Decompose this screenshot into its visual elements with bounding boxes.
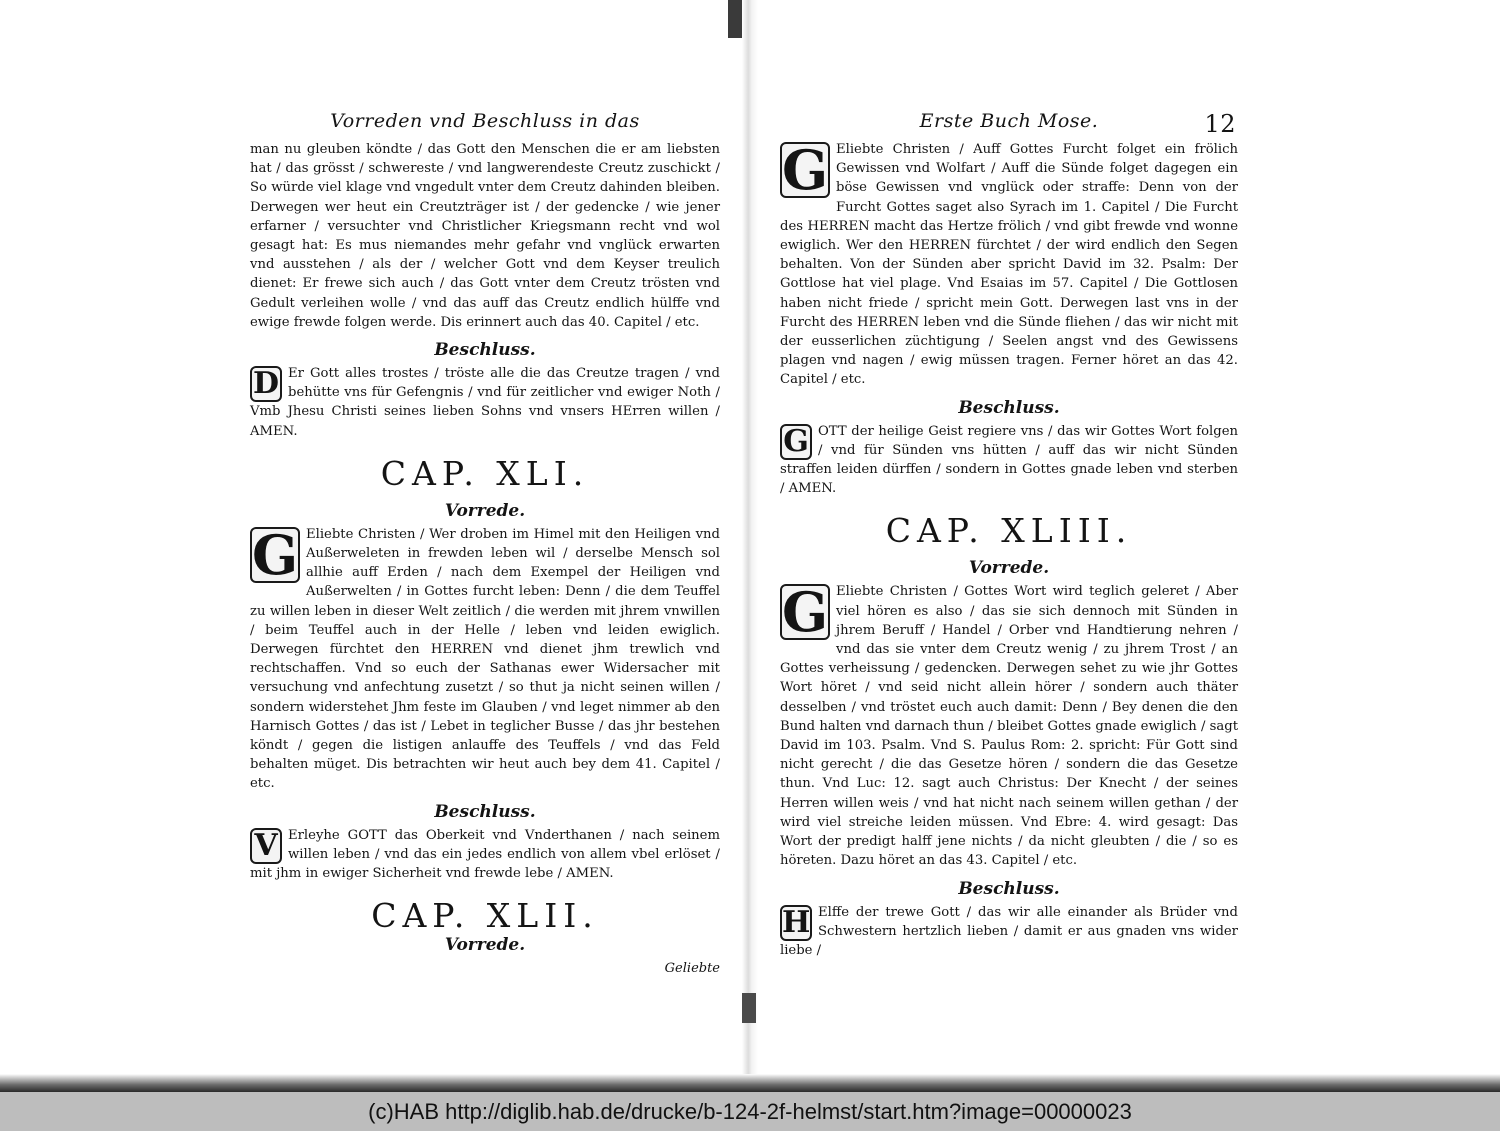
vorrede-paragraph-42 bbox=[780, 140, 1238, 390]
beschluss-text-43: Elffe der trewe Gott / das wir alle einander als Brüder vnd Schwestern hertzlich lieben / damit er aus gnaden vns wider liebe / bbox=[780, 904, 1238, 958]
catchword: Geliebte bbox=[664, 961, 720, 977]
vorrede-title-43: Vorrede. bbox=[968, 558, 1050, 579]
decorated-initial: G bbox=[252, 522, 299, 587]
decorated-initial: D bbox=[250, 366, 282, 402]
beschluss-paragraph-43 bbox=[780, 903, 1238, 961]
beschluss-paragraph-42 bbox=[780, 422, 1238, 499]
beschluss-text-41: Erleyhe GOTT das Oberkeit vnd Vnderthanen / nach seinem willen leben / vnd das ein jedes endlich von allem vbel erlöset / mit jhm in ewiger Sicherheit vnd frewde lebe / AMEN. bbox=[250, 827, 720, 882]
binding-clip-bottom bbox=[742, 993, 756, 1023]
running-head-right bbox=[780, 110, 1238, 138]
beschluss-title-42: Beschluss. bbox=[958, 397, 1060, 418]
chapter-heading-43: CAP. XLIII. bbox=[885, 511, 1133, 551]
continuation-text: man nu gleuben köndte / das Gott den Menschen die er am liebsten hat / das grösst / schwereste / vnd langwerendeste Creutz zuschickt / So würde viel klage vnd vngedult vnter dem Creutz dahinden bleiben. Derwegen wer heut ein Creutzträger ist / der gedencke / wie jener erfarner / versuchter vnd Christlicher Kriegsmann recht vnd wol gesagt hat: Es mus niemandes mehr gefahr vnd vnglück erwarten vnd ausstehen / als der / welcher Gott vnd dem Keyser treulich dienet: Er frewe sich auch / das Gott vnter dem Creutz trösten vnd Gedult verleihen wolle / vnd das auff das Creutz endlich hülffe vnd ewige frewde folgen werde. Dis erinnert auch das 40. Capitel / etc. bbox=[250, 142, 720, 330]
vorrede-paragraph-43 bbox=[780, 582, 1238, 870]
chapter-heading-41: CAP. XLI. bbox=[380, 453, 590, 493]
left-page bbox=[250, 110, 720, 976]
page-number: 12 bbox=[1204, 110, 1236, 138]
beschluss-paragraph bbox=[250, 364, 720, 441]
decorated-initial: G bbox=[782, 580, 829, 645]
book-gutter bbox=[742, 0, 758, 1080]
beschluss-text-42: OTT der heilige Geist regiere vns / das wir Gottes Wort folgen / vnd für Sünden vns hütten / auff das wir nicht Sünden straffen leiden dürffen / sondern in Gottes gnade leben vnd sterben / AMEN. bbox=[780, 423, 1238, 497]
running-head-left: Vorreden vnd Beschluss in das bbox=[330, 110, 640, 132]
chapter-heading-42: CAP. XLII. bbox=[371, 896, 599, 936]
footer-bar bbox=[0, 1092, 1500, 1131]
decorated-initial: H bbox=[782, 904, 811, 940]
decorated-initial: G bbox=[782, 138, 829, 202]
beschluss-text: Er Gott alles trostes / tröste alle die das Creutze tragen / vnd behütte vns für Gefengnis / vnd für zeitlicher vnd ewiger Noth / Vmb Jhesu Christi seines lieben Sohns vnd vnsers HErren willen / AMEN. bbox=[250, 366, 720, 439]
vorrede-title-42: Vorrede. bbox=[444, 935, 526, 956]
running-head-title: Erste Buch Mose. bbox=[919, 110, 1099, 132]
decorated-initial: G bbox=[780, 424, 812, 460]
vorrede-text-42: Eliebte Christen / Auff Gottes Furcht folget ein frölich Gewissen vnd Wolfart / Auff die Sünde folget dagegen ein böse Gewissen vnd vnglück oder straffe: Denn von der Furcht Gottes saget also Syrach im 1. Capitel / Die Furcht des HERREN macht das Hertze frölich / vnd gibt frewde vnd wonne ewiglich. Wer den HERREN fürchtet / der wird endlich den Segen behalten. Von der Sünden aber spricht David im 32. Psalm: Der Gottlose hat viel plage. Vnd Esaias im 57. Capitel / Die Gottlosen haben nicht friede / spricht mein Gott. Derwegen last vns in der Furcht des HERREN leben vnd die Sünde fliehen / das wir nicht mit der eusserlichen züchtigung / Seelen angst vnd des Gewissens plagen vnd nagen / ewig müssen tragen. Ferner höret an das 42. Capitel / etc. bbox=[780, 142, 1238, 388]
right-page bbox=[780, 110, 1238, 960]
scan-edge-shadow bbox=[0, 1074, 1500, 1092]
vorrede-text-41: Eliebte Christen / Wer droben im Himel mit den Heiligen vnd Außerweleten in frewden leben wil / derselbe Mensch sol allhie auff Erden / nach dem Exempel der Heiligen vnd Außerwelten / in Gottes furcht leben: Denn / die dem Teuffel zu willen leben in dieser Welt zeitlich / die werden mit jhrem vnwillen / beim Teuffel auch in der Helle / leben vnd leiden ewiglich. Derwegen fürchtet den HERREN vnd dienet jhm trewlich vnd rechtschaffen. Vnd so euch der Sathanas ewer Widersacher mit versuchung vnd anfechtung zusetzt / so thut ja nicht seinen willen / sondern widerstehet Jhm feste im Glauben / vnd leget nimmer ab den Harnisch Gottes / das ist / Lebet in teglicher Busse / das jhr bestehen köndt / gegen die listigen anlauffe des Teuffels / vnd das Feld behalten müget. Dis betrachten wir heut auch bey dem 41. Capitel / etc. bbox=[250, 526, 720, 792]
decorated-initial: V bbox=[250, 828, 282, 864]
beschluss-title: Beschluss. bbox=[434, 340, 536, 361]
beschluss-title-41: Beschluss. bbox=[434, 801, 536, 822]
vorrede-paragraph-41 bbox=[250, 522, 720, 794]
footer-credit: (c)HAB http://diglib.hab.de/drucke/b-124-2f-helmst/start.htm?image=00000023 bbox=[368, 1098, 1132, 1124]
beschluss-title-43: Beschluss. bbox=[958, 878, 1060, 899]
beschluss-paragraph-41 bbox=[250, 826, 720, 884]
vorrede-text-43: Eliebte Christen / Gottes Wort wird teglich geleret / Aber viel hören es also / das sie sich dennoch mit Sünden in jhrem Beruff / Handel / Orber vnd Handtierung nehren / vnd das sie vnter dem Creutz wenig / zu jhrem Trost / an Gottes verheissung / gedencken. Derwegen sehet zu wie jhr Gottes Wort höret / vnd seid nicht allein hörer / sondern auch thäter desselben / vnd tröstet euch auch damit: Denn / Bey denen die den Bund halten vnd darnach thun / bleibet Gottes gnade ewiglich / sagt David im 103. Psalm. Vnd S. Paulus Rom: 2. spricht: Für Gott sind nicht gerecht / die das Gesetze hören / sondern die das Gesetze thun. Vnd Luc: 12. sagt auch Christus: Der Knecht / der seines Herren willen weis / vnd hat nicht nach seinem willen gethan / der wird viel streiche leiden müssen. Vnd Ebre: 4. wird gesagt: Das Wort der predigt halff jene nichts / da nicht gleubten / die / so es höreten. Dazu höret an das 43. Capitel / etc. bbox=[780, 584, 1238, 869]
vorrede-title-41: Vorrede. bbox=[444, 500, 526, 521]
